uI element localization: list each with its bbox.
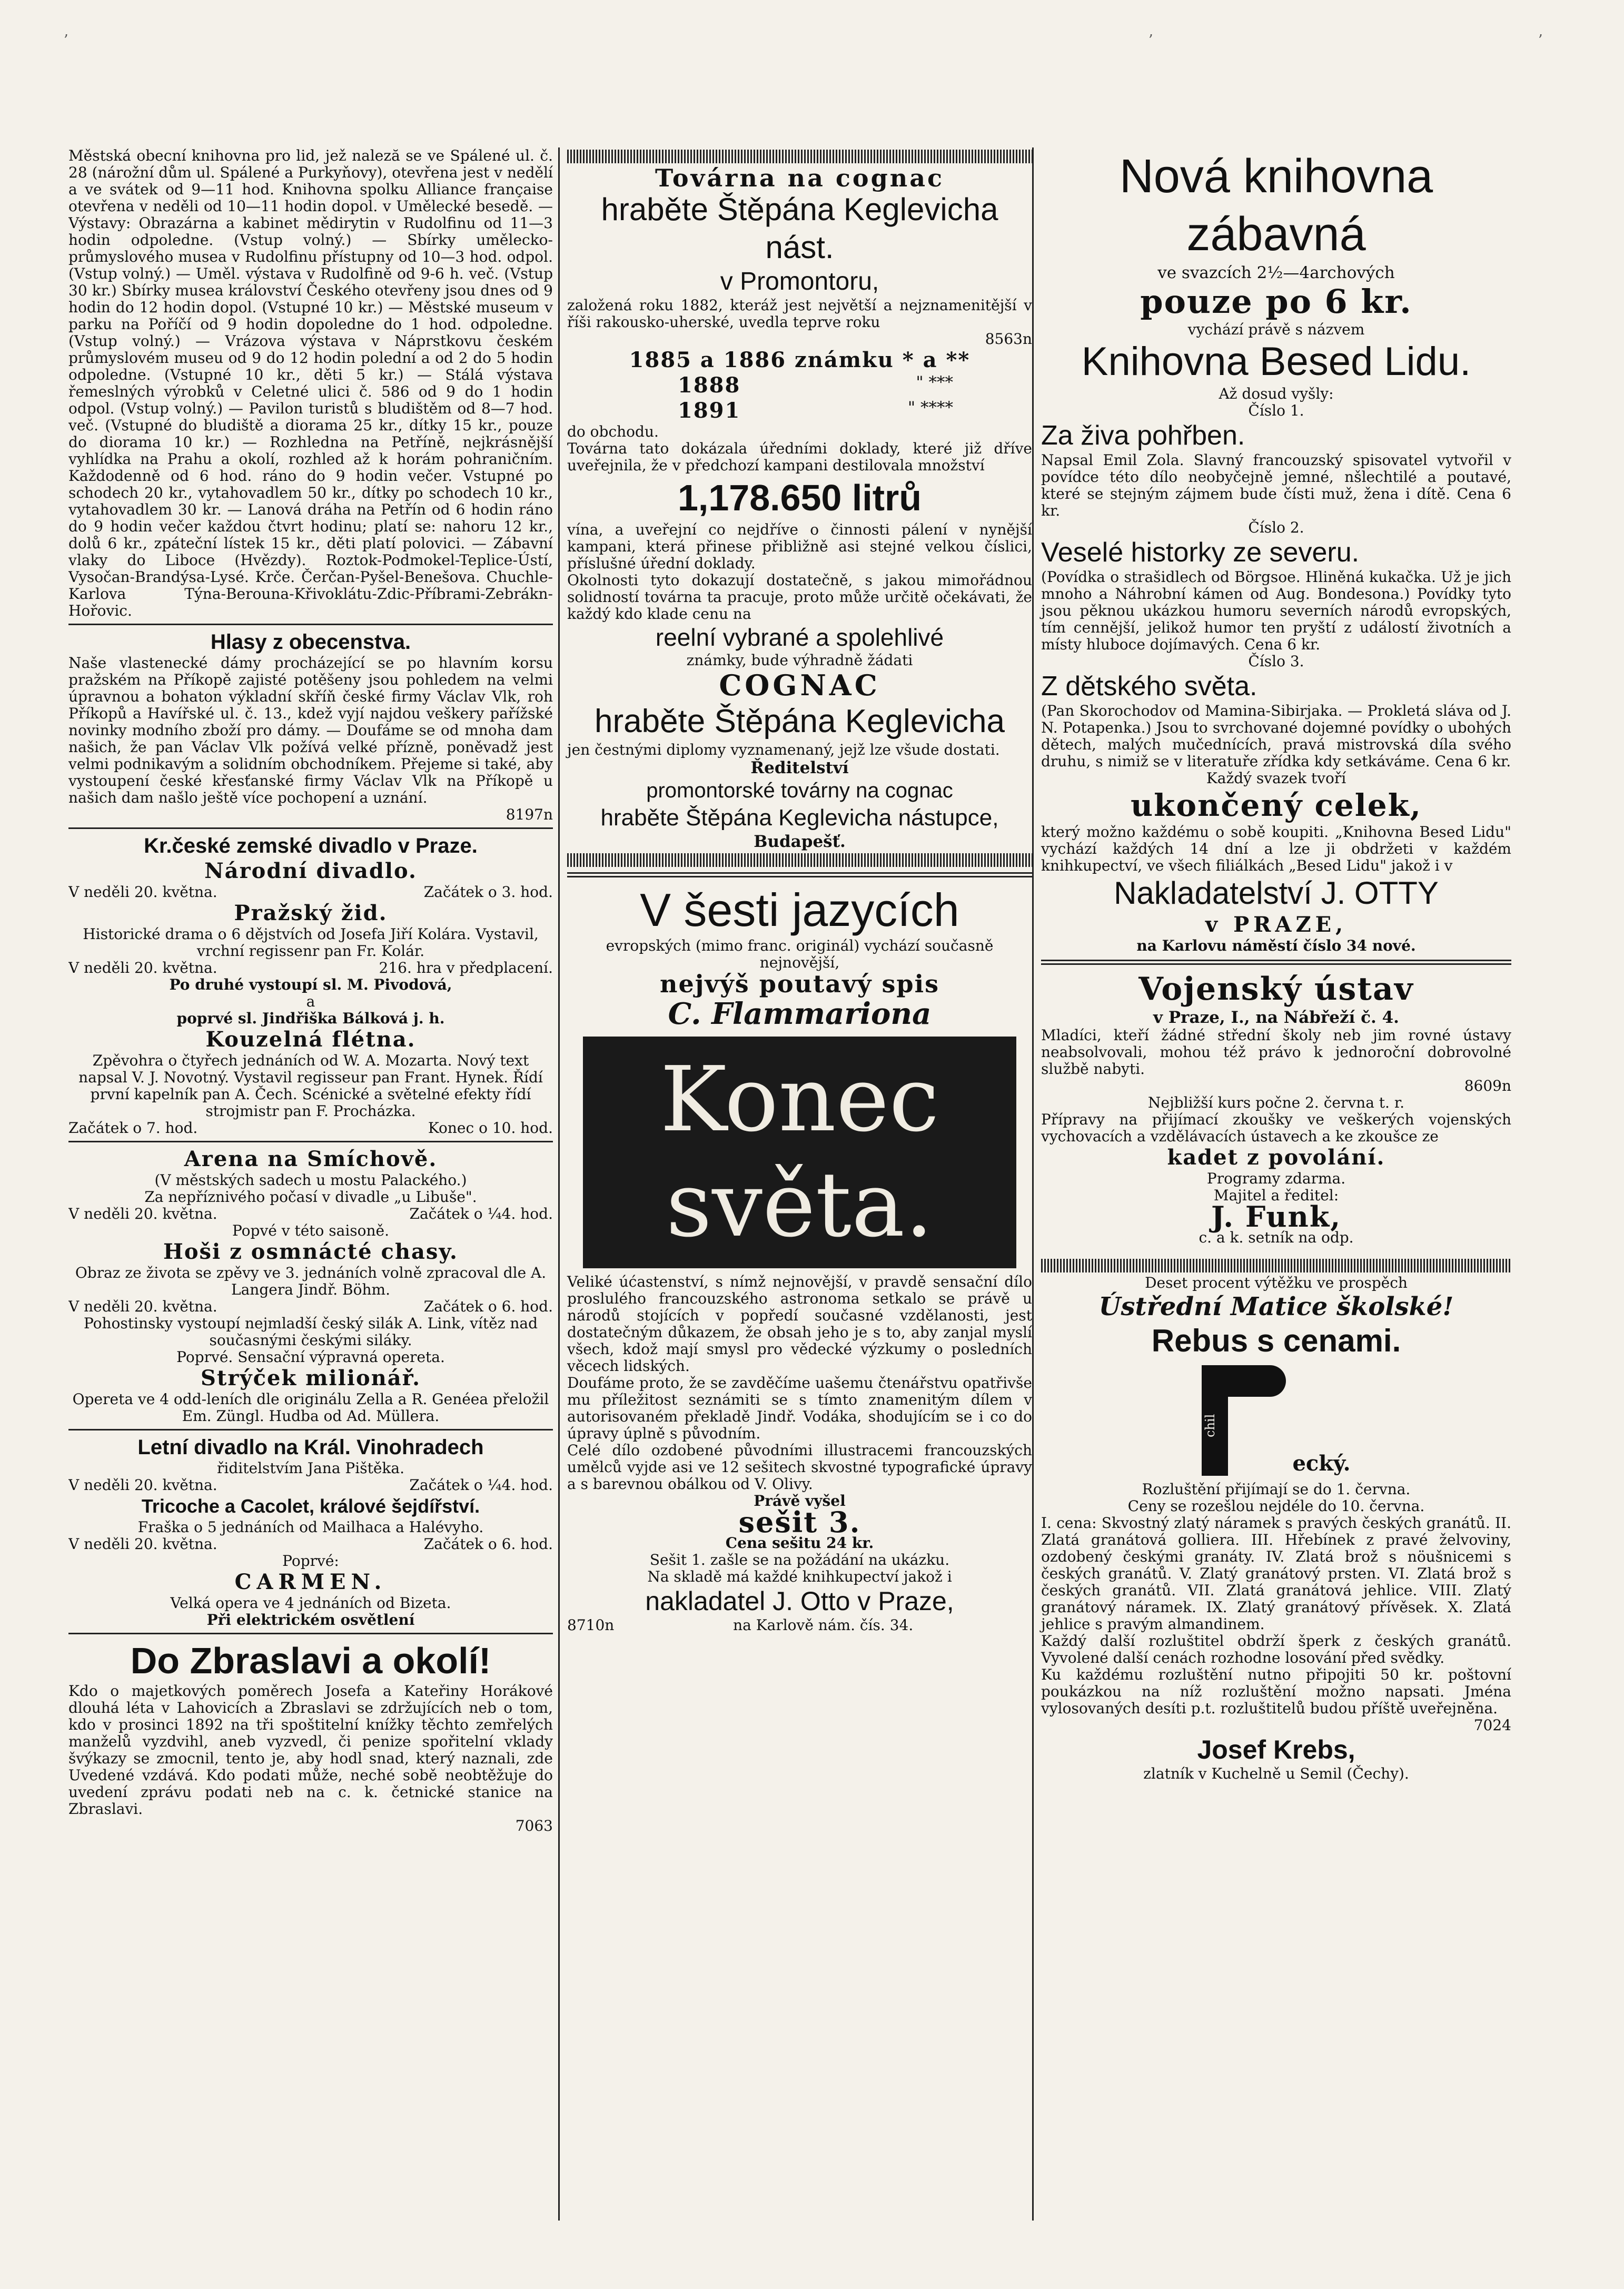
- cognac-maker: hraběte Štěpána Keglevicha nást.: [601, 192, 998, 265]
- corner-mark-center: ʼ: [1148, 32, 1153, 49]
- prize-each: Každý další rozluštitel obdrží šperk z českých granátů. Vyvolené další cenách rozhodne losování před svědky.: [1041, 1632, 1511, 1666]
- theatre-2-times: [68, 1120, 553, 1137]
- column-right: [1032, 147, 1511, 2221]
- languages-title: V šesti jazycích: [640, 884, 959, 936]
- litres-amount: 1,178.650 litrů: [677, 477, 922, 518]
- directorate: Ředitelství: [750, 758, 849, 777]
- end-time: Konec o 10. hod.: [428, 1119, 553, 1137]
- ad-number: 8563n: [985, 330, 1032, 348]
- play-desc: Opereta ve 4 odd-leních dle originálu Zella a R. Genéea přeložil Em. Züngl. Hudba od Ad. Müllera.: [72, 1390, 549, 1425]
- issue: sešit 3.: [738, 1505, 861, 1539]
- conjunction: a: [306, 993, 315, 1010]
- guest-1: Po druhé vystoupí sl. M. Pivodová,: [169, 976, 452, 993]
- book-text-2: Doufáme proto, že se zavděčíme uašemu čtenářstvu opatřivše mu příležitost seznámiti se s tímto znamenitým dílem v autorisovaném překladě Jindř. Vodáka, shodujícím se i co do úpravy úplně s původním.: [567, 1374, 1032, 1442]
- number-1: Číslo 1.: [1248, 402, 1304, 419]
- border-pattern: [567, 853, 1032, 867]
- date: V neděli 20. května.: [68, 959, 217, 976]
- book-1-desc: Napsal Emil Zola. Slavný francouzský spisovatel vytvořil v povídce této dílo neobyčejně jemné, nšlechtilé a poutavé, které se stejným zájmem bude čísti muž, žena i dítě. Cena 6 kr.: [1041, 451, 1511, 519]
- purchase-info: který možno každému o sobě koupiti. „Knihovna Besed Lidu" vychází každých 14 dní a lze ji obdržeti v každém knihkupectví, ve všech filiálkách „Besed Lidu" jakož i v: [1041, 823, 1511, 874]
- light-note: Při elektrickém osvětlení: [206, 1611, 415, 1629]
- year: 1891: [678, 398, 741, 423]
- factory: promontorské továrny na cognac: [646, 779, 953, 802]
- trade-note: do obchodu.: [567, 423, 659, 440]
- cognac-text-2: Továrna tato dokázala úředními doklady, které již dříve uveřejnila, že v předchozí kampani destilovala množství: [567, 440, 1032, 474]
- mark: " ***: [916, 373, 953, 392]
- cognac-text-4: Okolnosti tyto dokazují dostatečně, s jakou mimořádnou solidností továrna ta pracuje, proto může určitě očekávati, že každý kdo klade cenu na: [567, 571, 1032, 623]
- author: C. Flammariona: [668, 996, 932, 1031]
- publisher: Nakladatelství J. OTTY: [1114, 875, 1439, 911]
- year-line-3: [567, 398, 1032, 423]
- arena-1-line: [68, 1206, 553, 1222]
- rebus-top: Deset procent výtěžku ve prospěch: [1145, 1274, 1408, 1291]
- stock: Na skladě má každé knihkupectví jakož i: [647, 1568, 952, 1585]
- city: v PRAZE,: [1205, 912, 1348, 937]
- successor: hraběte Štěpána Keglevicha nástupce,: [600, 805, 999, 831]
- sample: Sešit 1. zašle se na požádání na ukázku.: [649, 1551, 950, 1568]
- section-title-hlasy: Hlasy z obecenstva.: [210, 630, 411, 654]
- theatre-title: Kr.české zemské divadlo v Praze.: [144, 834, 478, 857]
- divider: [68, 1633, 553, 1634]
- book-title-2: světa.: [666, 1153, 934, 1257]
- year-line-1: 1885 a 1886 známku * a **: [629, 348, 971, 372]
- reelni: reelní vybrané a spolehlivé: [655, 624, 944, 651]
- column-middle: [558, 147, 1032, 2221]
- fee: Ku každému rozluštění nutno připojiti 50 kr. poštovní poukázkou na níž rozluštění možno napsati. Jména vylosovaných desíti p.t. rozluštitelů budou příště uveřejněna.: [1041, 1666, 1511, 1717]
- prizes-date: Ceny se rozešlou nejdéle do 10. června.: [1127, 1497, 1425, 1515]
- brand-note: známky, bude výhradně žádati: [686, 652, 913, 669]
- corner-mark-left: ʼ: [63, 32, 68, 49]
- institute-text-2: Přípravy na přijímací zkoušky ve veškerých vojenských vychovacích a vzdělávacích ústavech a ke zkoušce ze: [1041, 1111, 1511, 1145]
- year: 1888: [678, 373, 741, 398]
- book-text-3: Celé dílo ozdobené původními illustracemi francouzských umělců vyjde asi ve 12 sešitech skvostné typografické úpravy a s barevnou obálkou od V. Olivy.: [567, 1442, 1032, 1493]
- zbraslav-text: Kdo o majetkových poměrech Josefa a Kateřiny Horákové dlouhá léta v Lahovicích a Zbraslavi se zdržujících neb o tom, kdo v prosinci 1892 na tři spoštitelní knížky těchto zemřelých manželů vyzdvihl, aneb vyzvedl, či penize spořitelní vklady švýkazy se zmocnil, tento je, aby hodl snad, který naznali, zde Uvedené vzdává. Kdo podati může, neché sobě neobtěžuje do uvedení zprávu podati neb na c. k. četnické stanice na Zbraslavi.: [68, 1682, 553, 1818]
- vin-1-line: [68, 1477, 553, 1494]
- library-price: pouze po 6 kr.: [1140, 282, 1412, 321]
- rebus-r-shape: [1202, 1365, 1286, 1476]
- start-time: Začátek o ¼4. hod.: [409, 1205, 553, 1222]
- jeweller-trade: zlatník v Kuchelně u Semil (Čechy).: [1143, 1765, 1409, 1782]
- start-time: Začátek o 6. hod.: [423, 1298, 553, 1315]
- cognac-text: založená roku 1882, kteráž jest největší a nejznamenitější v říši rakousko-uherské, uvedla teprve roku: [567, 297, 1032, 331]
- date: V neděli 20. května.: [68, 1298, 217, 1315]
- owner-label: Majitel a ředitel:: [1213, 1187, 1339, 1204]
- solutions-date: Rozluštění přijímají se do 1. června.: [1142, 1481, 1411, 1498]
- owner-rank: c. a k. setník na odp.: [1199, 1229, 1354, 1246]
- diplomas: jen čestnými diplomy vyznamenaný, jejž lze všude dostati.: [567, 741, 1000, 758]
- book-3-desc: (Pan Skorochodov od Mamina-Sibirjaka. — Prokletá sláva od J. N. Potapenka.) Jsou to svrchované dojemné povídky o ubohých dětech, malých mučednících, pravá mistrovská díla svého druhu, s nimiž se v literatuře zřídka kdy setkáváme. Cena 6 kr.: [1041, 702, 1511, 770]
- museum-listing: Městská obecní knihovna pro lid, jež naleză se ve Spálené ul. č. 28 (nárožní dům ul. Spálené a Purkyňovy), otevřena jest v nedělí a ve svátek od 9—11 hod. Knihovna spolku Alliance française otevřena v neděli od 10—11 hodin dopol. v Umělecké besedě. — Výstavy: Obrazárna a kabinet mědirytin v Rudolfinu od 11—3 hodin odpoledne. (Vstup volný.) — Sbírky umělecko-průmyslového musea v Rudolfinu přístupny od 10—3 hod. odpol. (Vstup volný.) — Uměl. výstava v Rudolfině od 9-6 h. več. (Vstup 30 kr.) Sbírky musea království Českého otevřeny jsou dnes od 9 hodin do 12 hodin dopol. (Vstupné 10 kr.) — Městské museum v parku na Poříčí od 9 hodin dopoledne do 1 hod. odpoledne. (Vstup volný.) — Vrázova výstava v Náprstkovu českém průmyslovém museu od 9 do 12 hodin polední a od 2 do 5 hodin odpoledne. (Vstupné 10 kr., děti 5 kr.) — Stálá výstava řemeslných výrobků v Celetné ulici č. 586 od 9 do 1 hodin odpol. (Vstup volný.) — Pavilon turistů s bludištěm od 8—7 hod. več. (Vstupné do bludiště a diorama 25 kr., dítky 15 kr., pouze do diorama 10 kr.) — Rozhledna na Petříně, nejkrásnější vyhlídka na Prahu a okolí, rozhled až k horám pohraničním. Každodenně od 6 hod. ráno do 9 hodin večer. Vstupné po schodech 20 kr., vytahovadlem 50 kr., dítky po schodech 10 kr., vytahovadlem 30 kr. — Lanová dráha na Petřín od 6 hodin ráno do 9 hodin večer každou čtvrt hodinu; platí se: nahoru 12 kr., dolů 6 kr., zpáteční lístek 15 kr., děti platí polovici. — Zábavní vlaky do Liboce (Hvězdy). Roztok-Podmokel-Teplice-Ústí, Vysočan-Brandýsa-Lysé. Krče. Čerčan-Pyšel-Benešova. Chuchle-Karlova Týna-Berouna-Křivoklátu-Zdic-Příbrami-Zebrákn-Hořovic.: [68, 147, 553, 619]
- languages-sub: evropských (mimo franc. originál) vychází současně nejnovější,: [606, 937, 994, 971]
- play-title: Kouzelná flétna.: [205, 1027, 416, 1052]
- address: na Karlovu náměstí číslo 34 nové.: [1136, 937, 1416, 954]
- most-captivating: nejvýš poutavý spis: [660, 970, 939, 998]
- library-title: Nová knihovna zábavná: [1119, 150, 1433, 261]
- issue-price: Cena sešitu 24 kr.: [725, 1534, 874, 1552]
- book-cover: [583, 1037, 1016, 1268]
- first-note: Poprvé. Sensační výpravná opereta.: [176, 1348, 445, 1366]
- matice: Ústřední Matice školské!: [1098, 1292, 1454, 1321]
- mark: " ****: [907, 398, 953, 417]
- date: V neděli 20. května.: [68, 1476, 217, 1494]
- so-far: Až dosud vyšly:: [1219, 385, 1334, 402]
- play-title: CARMEN.: [234, 1570, 387, 1594]
- each-volume: Každý svazek tvoří: [1206, 769, 1346, 787]
- prizes: I. cena: Skvostný zlatý náramek s pravých českých granátů. II. Zlatá granátová golliera. III. Hřebínek z pravé želvoviny, ozdobený českými granáty. IV. Zlatá brož s nöušnicemi s českých granátů. V. Zlatý granátový prsten. VI. Zlatá brož s českých granátů. VII. Zlatá granátová jehlice. VIII. Zlatý granátový náramek. IX. Zlatý granátový přívěsek. X. Zlatá jehlice s pravým almandinem.: [1041, 1514, 1511, 1633]
- start-time: Začátek o 6. hod.: [423, 1535, 553, 1553]
- cognac-top: Továrna na cognac: [655, 164, 945, 192]
- complete-whole: ukončený celek,: [1130, 787, 1422, 823]
- ad-number: 8197n: [506, 806, 553, 823]
- start-time: Začátek o ¼4. hod.: [409, 1476, 553, 1494]
- book-1-title: Za živa pohřben.: [1041, 420, 1245, 451]
- divider: [68, 1429, 553, 1430]
- rebus-image: [1041, 1365, 1511, 1476]
- guest-note: Pohostinsky vystoupí nejmladší český silák A. Link, vítěz nad současnými českými siláky.: [83, 1315, 538, 1349]
- cadet: kadet z povolání.: [1167, 1145, 1385, 1170]
- border-pattern: [1041, 1259, 1511, 1272]
- play-desc: Zpěvohra o čtyřech jednáních od W. A. Mozarta. Nový text napsal V. J. Novotný. Vystavil regisseur pan Frant. Hynek. Řídí první kapelník pan A. Čech. Scénické a světelné efekty řídí strojmistr pan F. Procházka.: [78, 1052, 543, 1120]
- column-left: [68, 147, 553, 2221]
- rebus-eky: ecký.: [1292, 1451, 1351, 1476]
- rebus-title: Rebus s cenami.: [1151, 1323, 1401, 1358]
- cognac-maker-2: hraběte Štěpána Keglevicha: [594, 703, 1005, 739]
- play-title: Tricoche a Cacolet, králové šejdířství.: [141, 1495, 480, 1517]
- cognac-word: COGNAC: [719, 668, 880, 702]
- year-line-2: [567, 373, 1032, 398]
- owner-name: J. Funk,: [1211, 1200, 1342, 1234]
- vin-2-line: [68, 1536, 553, 1553]
- library-name: Knihovna Besed Lidu.: [1081, 339, 1471, 384]
- publisher: nakladatel J. Otto v Praze,: [645, 1586, 954, 1616]
- first-note: Poprvé:: [282, 1552, 339, 1570]
- vinohrady-dir: řiditelstvím Jana Pištěka.: [217, 1459, 404, 1477]
- arena-2-line: [68, 1298, 553, 1315]
- corner-mark-right: ʼ: [1538, 32, 1542, 49]
- book-2-title: Veselé historky ze severu.: [1041, 537, 1360, 568]
- arena-sub: (V městských sadech u mostu Palackého.): [154, 1171, 467, 1189]
- cognac-text-3: vína, a uveřejní co nejdříve o činnosti pálení v nynější kampani, která přinese přibližně asi stejné velkou číslici, příslušné úřední doklady.: [567, 521, 1032, 572]
- vinohrady-title: Letní divadlo na Král. Vinohradech: [137, 1436, 484, 1459]
- play-desc: Velká opera ve 4 jednáních od Bizeta.: [170, 1594, 451, 1612]
- theatre-1-line: [68, 884, 553, 901]
- address: na Karlově nám. čís. 34.: [733, 1616, 914, 1634]
- zbraslav-title: Do Zbraslavi a okolí!: [130, 1640, 491, 1681]
- institute-address: v Praze, I., na Nábřeží č. 4.: [1153, 1008, 1399, 1027]
- guest-2: poprvé sl. Jindřiška Bálková j. h.: [176, 1010, 445, 1027]
- city: Budapešť.: [754, 832, 846, 851]
- date: V neděli 20. května.: [68, 1535, 217, 1553]
- start-time: Začátek o 7. hod.: [68, 1119, 198, 1137]
- play-title: Pražský žid.: [234, 901, 388, 925]
- number-3: Číslo 3.: [1248, 653, 1304, 670]
- library-issued: vychází právě s názvem: [1187, 321, 1365, 338]
- date: V neděli 20. května.: [68, 883, 217, 901]
- cognac-place: v Promontoru,: [720, 268, 879, 295]
- play-title: Strýček milionář.: [200, 1366, 421, 1390]
- ad-number: 7024: [1473, 1716, 1511, 1734]
- publisher-line: [567, 1617, 1032, 1634]
- theatre-2-line: [68, 960, 553, 976]
- play-desc: Historické drama o 6 dějstvích od Josefa Jiří Kolára. Vystavil, vrchní regissenr pan Fr. Kolár.: [83, 925, 539, 960]
- arena-title: Arena na Smíchově.: [184, 1147, 438, 1171]
- rebus-chil: chil: [1203, 1414, 1218, 1438]
- ad-number: 8609n: [1464, 1077, 1511, 1094]
- divider: [68, 1141, 553, 1142]
- institute-text: Mladíci, kteří žádné střední školy neb jim rovné ústavy neabsolvovali, mohou též právo k jednoroční dobrovolné službě nabyti.: [1041, 1027, 1511, 1078]
- border-pattern: [567, 150, 1032, 163]
- theatre-subtitle: Národní divadlo.: [204, 859, 417, 883]
- divider: [1041, 960, 1511, 965]
- programs: Programy zdarma.: [1206, 1170, 1346, 1187]
- play-desc: Obraz ze života se zpěvy ve 3. jednáních volně zpracoval dle A. Langera Jindř. Böhm.: [75, 1264, 547, 1298]
- jeweller-name: Josef Krebs,: [1197, 1735, 1355, 1764]
- number-2: Číslo 2.: [1248, 519, 1304, 536]
- book-title-1: Konec: [660, 1048, 939, 1152]
- divider: [567, 872, 1032, 877]
- just-out: Právě vyšel: [754, 1492, 846, 1509]
- divider: [68, 827, 553, 829]
- book-3-title: Z dětského světa.: [1041, 671, 1257, 702]
- institute-title: Vojenský ústav: [1138, 971, 1414, 1008]
- library-sub: ve svazcích 2½—4archových: [1157, 263, 1395, 282]
- ad-number: 8710n: [567, 1616, 615, 1634]
- hlasy-text: Naše vlastenecké dámy procházející se po hlavním korsu pražském na Příkopě zajisté potěšeny jsou pohledem na velmi úpravnou a bohaton výkladní skříň české firmy Václav Vlk, roh Příkopů a Havířské ul. č. 13., kdež vyjí najdou veškery pařížské novinky modního zboží pro dámy. — Doufáme se od mnoha dam našich, že pan Václav Vlk požívá velké přízně, poněvadž jest velmi podnikavým a solidním obchodníkem. Přejeme si také, aby vystoupení české křesťanské firmy Václav Vlk na Příkopě u našich dam našlo ještě více pochopení a uznání.: [68, 654, 553, 806]
- book-text: Veliké úćastenství, s nímž nejnovější, v pravdě sensační dílo proslulého francouzského astronoma setkalo se právě u národů stojících v popředí současné vzdělanosti, jest dostatečným důkazem, že obsah jeho je s to, aby zanjal myslí všech, kdož mají smysl pro vědecké výzkumy o posledních věcech lidských.: [567, 1273, 1032, 1375]
- play-title: Hoši z osmnácté chasy.: [163, 1239, 458, 1264]
- ad-number: 7063: [515, 1817, 553, 1834]
- date: V neděli 20. května.: [68, 1205, 217, 1222]
- info: 216. hra v předplacení.: [379, 959, 553, 976]
- start-time: Začátek o 3. hod.: [423, 883, 553, 901]
- divider: [68, 624, 553, 625]
- next-course: Nejbližší kurs počne 2. června t. r.: [1147, 1094, 1405, 1111]
- arena-note: Za nepříznivého počasí v divadle „u Libuše".: [144, 1188, 477, 1206]
- book-2-desc: (Povídka o strašidlech od Börgsoe. Hliněná kukačka. Už je jich mnoho a Náhrobní kámen od Aug. Bondesona.) Povídky tyto jsou pěknou ukázkou humoru severních národů evropských, tím cennější, jelikož humor ten pryští z událostí životních a místy hluboce dojímavých. Cena 6 kr.: [1041, 568, 1511, 653]
- first-note: Popvé v této saisoně.: [232, 1222, 390, 1239]
- play-desc: Fraška o 5 jednáních od Mailhaca a Halévyho.: [137, 1518, 484, 1536]
